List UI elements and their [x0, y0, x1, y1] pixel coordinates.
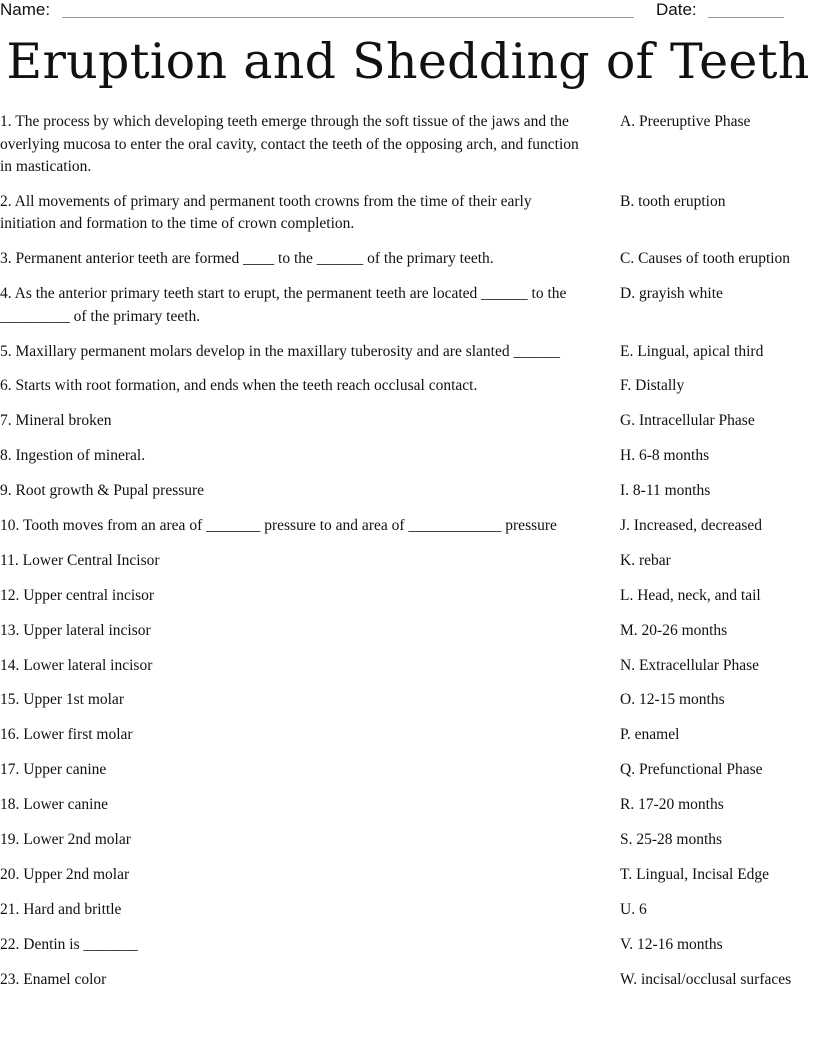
question-text: 15. Upper 1st molar [0, 691, 124, 709]
question-text: 21. Hard and brittle [0, 900, 122, 918]
question-text: 11. Lower Central Incisor [0, 551, 160, 569]
matching-row [0, 655, 816, 678]
question-text: 17. Upper canine [0, 761, 107, 779]
matching-row [0, 794, 816, 817]
matching-row [0, 445, 816, 468]
matching-row [0, 724, 816, 747]
answer-text: T. Lingual, Incisal Edge [620, 865, 770, 883]
question-text: 7. Mineral broken [0, 412, 112, 430]
name-blank-line[interactable] [62, 17, 634, 18]
question-text: 8. Ingestion of mineral. [0, 447, 146, 465]
matching-row [0, 689, 816, 712]
matching-row [0, 829, 816, 852]
answer-text: R. 17-20 months [620, 796, 724, 814]
matching-row [0, 899, 816, 922]
matching-row [0, 248, 816, 271]
answer-text: A. Preeruptive Phase [620, 113, 751, 130]
question-text: 16. Lower first molar [0, 726, 133, 744]
answer-text: D. grayish white [620, 285, 723, 303]
page-title: Eruption and Shedding of Teeth [6, 33, 810, 90]
answer-text: W. incisal/occlusal surfaces [620, 970, 792, 988]
matching-row [0, 759, 816, 782]
date-blank-line[interactable] [708, 17, 784, 18]
answer-text: G. Intracellular Phase [620, 412, 755, 430]
answer-text: F. Distally [620, 377, 685, 395]
answer-text: U. 6 [620, 900, 647, 918]
name-label: Name: [0, 0, 51, 19]
answer-text: V. 12-16 months [620, 935, 723, 953]
answer-text: N. Extracellular Phase [620, 656, 760, 674]
answer-text: K. rebar [620, 551, 671, 569]
question-text: 6. Starts with root formation, and ends when the teeth reach occlusal contact. [0, 377, 478, 395]
answer-text: C. Causes of tooth eruption [620, 250, 791, 268]
date-label: Date: [656, 0, 697, 19]
answer-text: J. Increased, decreased [620, 517, 762, 535]
answer-text: S. 25-28 months [620, 831, 723, 849]
question-text: 5. Maxillary permanent molars develop in the maxillary tuberosity and are slanted ______ [0, 342, 560, 360]
matching-list [0, 111, 816, 1003]
matching-row [0, 283, 816, 328]
header-line [0, 0, 816, 26]
answer-text: P. enamel [620, 726, 680, 744]
answer-text: H. 6-8 months [620, 447, 710, 465]
matching-row [0, 620, 816, 643]
question-text: 18. Lower canine [0, 796, 109, 814]
answer-text: O. 12-15 months [620, 691, 725, 709]
matching-row [0, 969, 816, 992]
question-text: 4. As the anterior primary teeth start to erupt, the permanent teeth are located ______ to the _________ of the primary teeth. [0, 285, 567, 325]
question-text: 10. Tooth moves from an area of _______ pressure to and area of ____________ pressure [0, 517, 557, 535]
matching-row [0, 410, 816, 433]
question-text: 2. All movements of primary and permanent tooth crowns from the time of their early initiation and formation to the time of crown completion. [0, 192, 532, 233]
question-text: 20. Upper 2nd molar [0, 865, 130, 883]
question-text: 9. Root growth & Pupal pressure [0, 482, 205, 500]
question-text: 13. Upper lateral incisor [0, 621, 151, 639]
question-text: 23. Enamel color [0, 970, 107, 988]
matching-row [0, 585, 816, 608]
matching-row [0, 515, 816, 538]
answer-text: B. tooth eruption [620, 192, 726, 210]
question-text: 14. Lower lateral incisor [0, 656, 153, 674]
answer-text: Q. Prefunctional Phase [620, 761, 763, 779]
matching-row [0, 111, 816, 179]
matching-row [0, 341, 816, 364]
matching-row [0, 480, 816, 503]
matching-row [0, 191, 816, 236]
matching-row [0, 934, 816, 957]
question-text: 3. Permanent anterior teeth are formed ____ to the ______ of the primary teeth. [0, 250, 494, 268]
answer-text: E. Lingual, apical third [620, 342, 764, 360]
question-text: 12. Upper central incisor [0, 586, 155, 604]
answer-text: L. Head, neck, and tail [620, 586, 761, 604]
matching-row [0, 864, 816, 887]
question-text: 1. The process by which developing teeth emerge through the soft tissue of the jaws and the overlying mucosa to enter the oral cavity, contact the teeth of the opposing arch, and function in mastication. [0, 113, 579, 175]
question-text: 22. Dentin is _______ [0, 935, 138, 953]
matching-row [0, 550, 816, 573]
matching-row [0, 375, 816, 398]
answer-text: I. 8-11 months [620, 482, 711, 500]
question-text: 19. Lower 2nd molar [0, 831, 131, 849]
answer-text: M. 20-26 months [620, 621, 728, 639]
